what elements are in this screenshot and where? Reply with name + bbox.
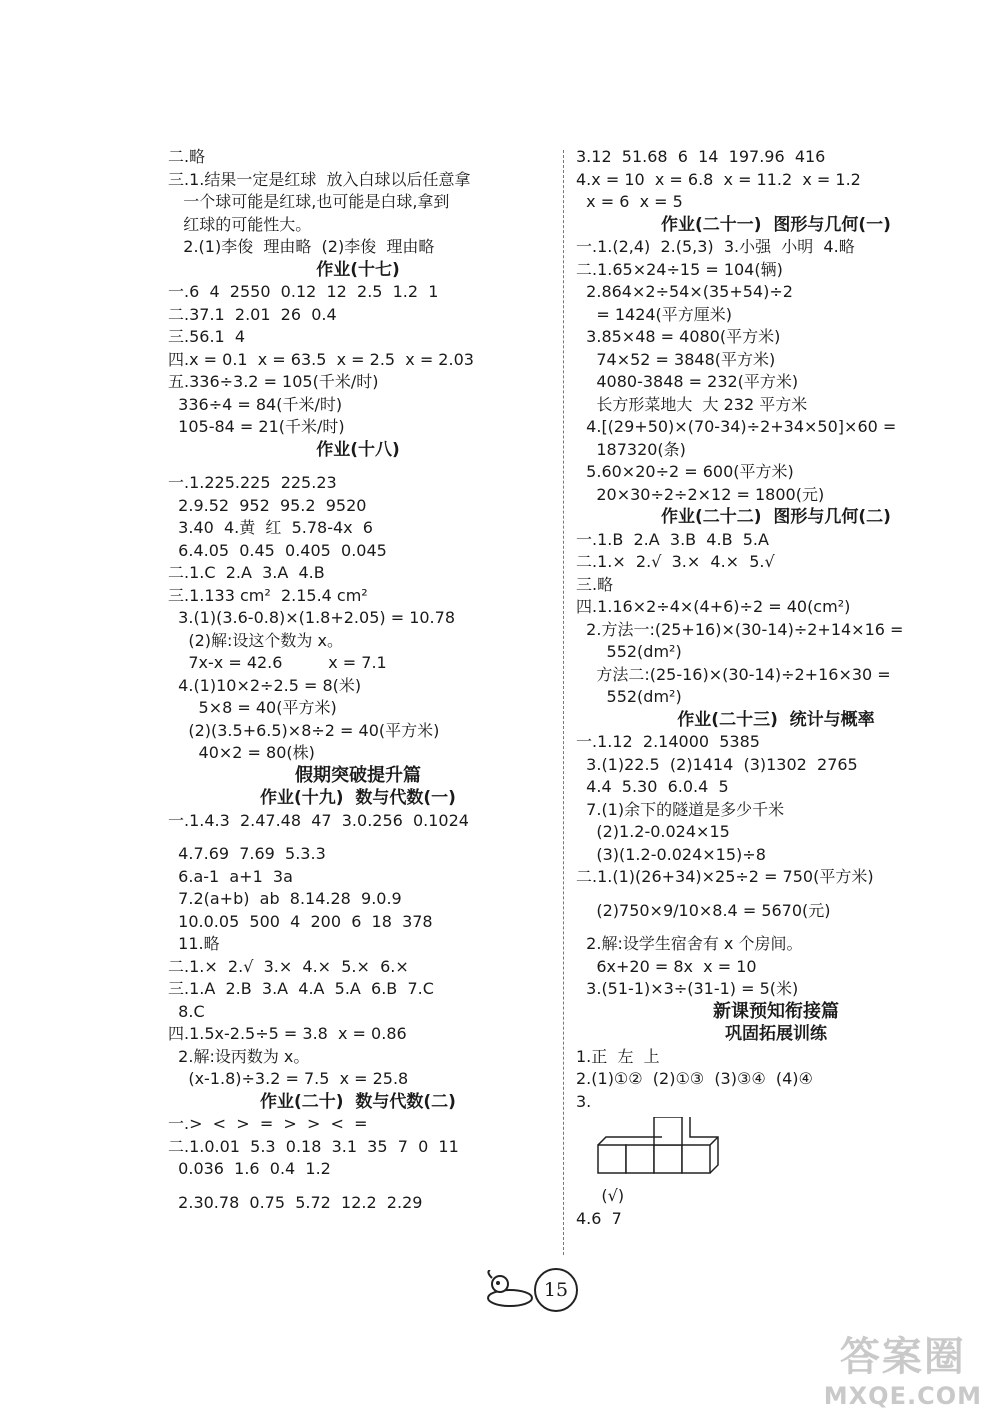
answer-line: 三.1.A 2.B 3.A 4.A 5.A 6.B 7.C [168,979,434,998]
answer-line: 3.(1)(3.6-0.8)×(1.8+2.05) = 10.78 [168,608,455,627]
answer-line: 4.[(29+50)×(70-34)÷2+34×50]×60 = [576,417,897,436]
cube-face [654,1145,682,1173]
answer-line: 长方形菜地大 大 232 平方米 [576,394,808,414]
answer-line: 6.a-1 a+1 3a [168,866,293,886]
answer-line: 红球的可能性大。 [168,214,312,234]
assignment-heading: 作业(二十三) 统计与概率 [677,709,875,730]
spacer [576,922,976,933]
assignment-heading: 作业(二十) 数与代数(二) [260,1091,456,1112]
answer-line: (x-1.8)÷3.2 = 7.5 x = 25.8 [168,1069,409,1088]
answer-line: 6.4.05 0.45 0.405 0.045 [168,540,387,560]
answer-line: 五.336÷3.2 = 105(千米/时) [168,372,379,391]
answer-line: 0.036 1.6 0.4 1.2 [168,1159,331,1178]
answer-line: 三.56.1 4 [168,327,246,346]
assignment-heading: 作业(二十二) 图形与几何(二) [661,507,891,527]
answer-line: 3.(1)22.5 (2)1414 (3)1302 2765 [576,754,858,774]
answer-line: 2.解:设丙数为 x。 [168,1046,310,1066]
answer-line: 二.1.65×24÷15 = 104(辆) [576,259,783,279]
cube-view-figure [594,1117,734,1181]
answer-line: 5×8 = 40(平方米) [168,698,337,717]
spacer [168,832,548,843]
answer-line: 三.略 [576,574,614,594]
section-title: 假期突破提升篇 [295,764,421,786]
left-answer-column [168,146,548,1214]
answer-line: 四.1.5x-2.5÷5 = 3.8 x = 0.86 [168,1024,407,1043]
page-number-badge [480,1268,578,1312]
answer-line: 3.12 51.68 6 14 197.96 416 [576,147,826,166]
answer-line: 20×30÷2÷2×12 = 1800(元) [576,484,825,504]
cube-edge [710,1137,718,1145]
answer-line: (2)解:设这个数为 x。 [168,630,343,650]
answer-line: (√) [576,1186,625,1205]
right-answer-column [576,146,976,1230]
answer-line: 三.1.133 cm² 2.15.4 cm² [168,585,368,605]
answer-line: 一.1.225.225 225.23 [168,473,337,492]
answer-line: x = 6 x = 5 [576,192,683,211]
answer-line: 二.1.(1)(26+34)×25÷2 = 750(平方米) [576,867,874,886]
answer-line: 一.1.4.3 2.47.48 47 3.0.256 0.1024 [168,810,469,830]
answer-line: 3.85×48 = 4080(平方米) [576,327,781,346]
answer-line: 4.4 5.30 6.0.4 5 [576,777,729,796]
answer-line: 7.(1)余下的隧道是多少千米 [576,799,785,819]
answer-line: 3.40 4.黄 红 5.78-4x 6 [168,518,373,537]
cube-face [682,1145,710,1173]
watermark-text: 答案圈 [839,1334,966,1380]
watermark-url: MXQE.COM [823,1382,982,1410]
answer-line: 2.9.52 952 95.2 9520 [168,495,367,515]
answer-line: (2)750×9/10×8.4 = 5670(元) [576,900,831,920]
answer-line: 4.(1)10×2÷2.5 = 8(米) [168,675,362,695]
answer-line: 2.方法一:(25+16)×(30-14)÷2+14×16 = [576,619,904,639]
answer-line: 552(dm²) [576,687,682,706]
spacer [168,461,548,472]
answer-line: 2.解:设学生宿舍有 x 个房间。 [576,934,803,953]
assignment-heading: 作业(十八) [316,439,400,460]
answer-line: = 1424(平方厘米) [576,304,733,324]
answer-line: 一.6 4 2550 0.12 12 2.5 1.2 1 [168,282,439,301]
answer-line: 一.1.12 2.14000 5385 [576,732,760,751]
spacer [168,1181,548,1192]
watermark-logo [824,1325,982,1410]
section-title: 新课预知衔接篇 [713,1000,839,1022]
assignment-heading: 作业(二十一) 图形与几何(一) [661,214,891,235]
page-number: 15 [543,1279,569,1301]
answer-line: 7.2(a+b) ab 8.14.28 9.0.9 [168,889,402,908]
mascot-icon [480,1270,540,1310]
answer-line: 四.1.16×2÷4×(4+6)÷2 = 40(cm²) [576,597,851,616]
answer-line: 74×52 = 3848(平方米) [576,349,776,369]
answer-line: 3.(51-1)×3÷(31-1) = 5(米) [576,979,799,998]
answer-line: 336÷4 = 84(千米/时) [168,394,343,414]
cube-face [626,1145,654,1173]
answer-line: 二.37.1 2.01 26 0.4 [168,304,337,324]
answer-line: 四.x = 0.1 x = 63.5 x = 2.5 x = 2.03 [168,349,474,369]
assignment-heading: 作业(十七) [316,259,400,280]
answer-line: 5.60×20÷2 = 600(平方米) [576,462,794,481]
column-divider [563,150,564,1255]
answer-line: (3)(1.2-0.024×15)÷8 [576,844,766,864]
answer-line: 一.> < > = > > < = [168,1114,368,1133]
answer-line: 4.x = 10 x = 6.8 x = 11.2 x = 1.2 [576,169,861,189]
answer-line: 10.0.05 500 4 200 6 18 378 [168,911,433,931]
answer-line: 187320(条) [576,439,686,459]
cube-edge [598,1137,662,1145]
answer-line: 二.略 [168,147,206,166]
answer-line: 一个球可能是红球,也可能是白球,拿到 [168,192,450,211]
answer-line: 8.C [168,1001,205,1021]
answer-line: 2.30.78 0.75 5.72 12.2 2.29 [168,1192,423,1212]
answer-line: 2.(1)①② (2)①③ (3)③④ (4)④ [576,1069,813,1088]
answer-line: 552(dm²) [576,642,682,661]
answer-line: 二.1.× 2.√ 3.× 4.× 5.× 6.× [168,956,409,976]
answer-line: 40×2 = 80(株) [168,743,315,762]
answer-line: 一.1.B 2.A 3.B 4.B 5.A [576,529,769,549]
cube-face [654,1117,682,1145]
answer-line: 方法二:(25-16)×(30-14)÷2+16×30 = [576,664,891,684]
answer-line: (2)(3.5+6.5)×8÷2 = 40(平方米) [168,720,440,740]
answer-line: 6x+20 = 8x x = 10 [576,956,757,976]
answer-line: (2)1.2-0.024×15 [576,822,730,841]
answer-line: 4.7.69 7.69 5.3.3 [168,844,326,863]
answer-line: 一.1.(2,4) 2.(5,3) 3.小强 小明 4.略 [576,237,855,256]
answer-line: 二.1.0.01 5.3 0.18 3.1 35 7 0 11 [168,1136,459,1156]
spacer [576,889,976,900]
answer-line: 3. [576,1091,592,1111]
answer-line: 4080-3848 = 232(平方米) [576,372,799,391]
answer-line: 二.1.× 2.√ 3.× 4.× 5.√ [576,552,775,571]
answer-line: 105-84 = 21(千米/时) [168,417,345,436]
answer-line: 1.正 左 上 [576,1046,660,1066]
answer-line: 2.864×2÷54×(35+54)÷2 [576,282,793,301]
assignment-heading: 作业(十九) 数与代数(一) [260,788,456,808]
answer-line: 三.1.结果一定是红球 放入白球以后任意拿 [168,169,471,189]
answer-line: 4.6 7 [576,1208,622,1228]
answer-line: 2.(1)李俊 理由略 (2)李俊 理由略 [168,237,435,256]
cube-face [598,1145,626,1173]
answer-line: 7x-x = 42.6 x = 7.1 [168,653,387,672]
assignment-heading: 巩固拓展训练 [725,1024,827,1044]
answer-line: 11.略 [168,934,220,953]
answer-line: 二.1.C 2.A 3.A 4.B [168,563,325,582]
